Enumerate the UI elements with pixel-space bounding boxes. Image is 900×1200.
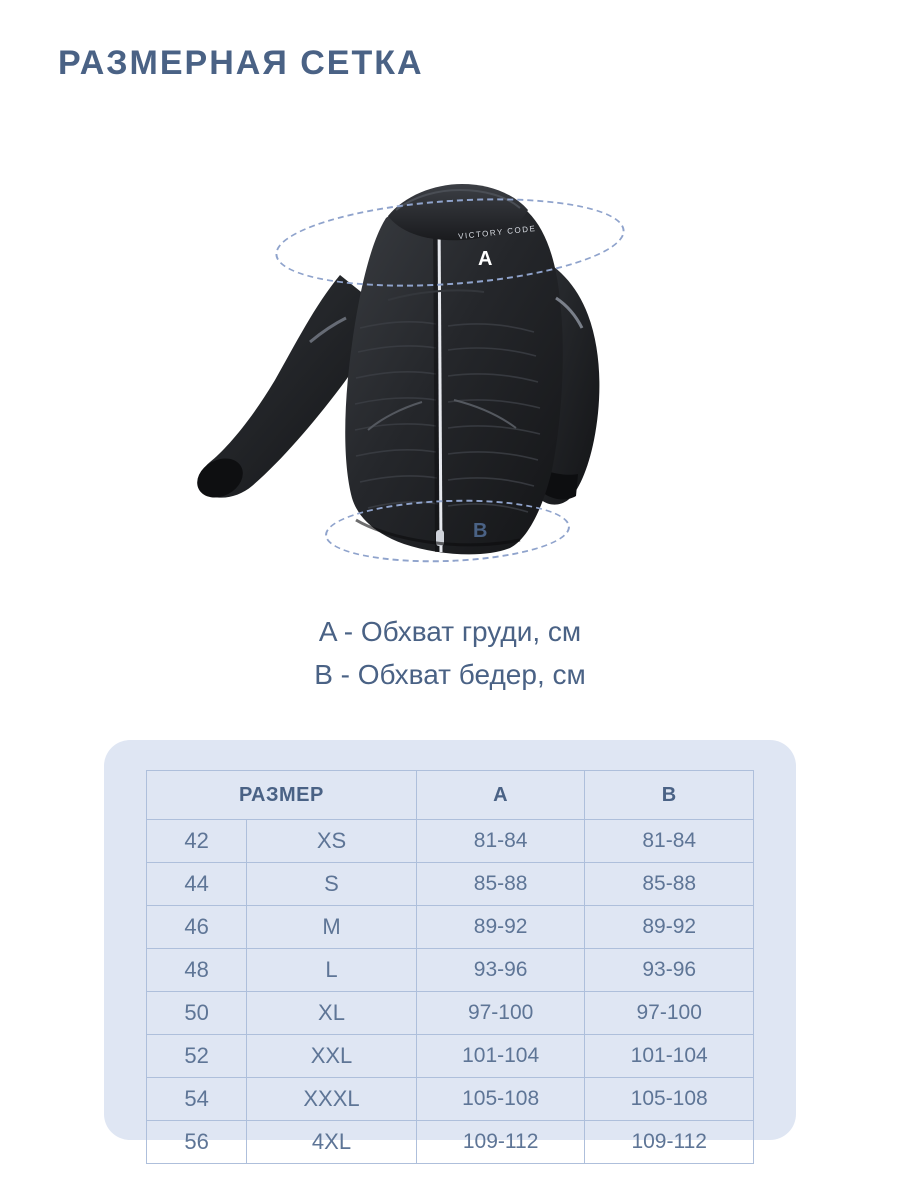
cell-size-lat: XXL [247, 1035, 417, 1078]
header-chest: A [416, 771, 585, 820]
jacket-graphic [190, 100, 710, 560]
table-row [147, 992, 754, 1035]
cell-chest: 97-100 [416, 992, 585, 1035]
legend-hips: B - Обхват бедер, см [314, 659, 586, 691]
table-body [147, 820, 754, 1164]
cell-chest: 85-88 [416, 863, 585, 906]
cell-size-lat: XL [247, 992, 417, 1035]
header-size: РАЗМЕР [147, 771, 417, 820]
cell-size-lat: M [247, 906, 417, 949]
cell-size-lat: 4XL [247, 1121, 417, 1164]
cell-hips: 93-96 [585, 949, 754, 992]
jacket-brand-text: VICTORY CODE [457, 223, 537, 242]
cell-size-num: 48 [147, 949, 247, 992]
page-title: РАЗМЕРНАЯ СЕТКА [58, 44, 424, 82]
cell-size-num: 50 [147, 992, 247, 1035]
cell-size-lat: L [247, 949, 417, 992]
cell-size-num: 44 [147, 863, 247, 906]
cell-hips: 81-84 [585, 820, 754, 863]
cell-hips: 101-104 [585, 1035, 754, 1078]
cell-chest: 89-92 [416, 906, 585, 949]
cell-size-num: 52 [147, 1035, 247, 1078]
cell-chest: 81-84 [416, 820, 585, 863]
cell-size-num: 56 [147, 1121, 247, 1164]
table-row [147, 1035, 754, 1078]
cell-chest: 109-112 [416, 1121, 585, 1164]
legend [0, 610, 900, 697]
cell-size-lat: XXXL [247, 1078, 417, 1121]
legend-chest: A - Обхват груди, см [318, 616, 582, 647]
cell-chest: 93-96 [416, 949, 585, 992]
hip-measure-label: B [473, 520, 488, 542]
table-row [147, 1121, 754, 1164]
table-row [147, 820, 754, 863]
chest-measure-label: A [478, 248, 493, 270]
header-hips: B [585, 771, 754, 820]
table-row [147, 863, 754, 906]
cell-hips: 97-100 [585, 992, 754, 1035]
cell-size-num: 54 [147, 1078, 247, 1121]
cell-hips: 105-108 [585, 1078, 754, 1121]
table-row [147, 906, 754, 949]
cell-hips: 89-92 [585, 906, 754, 949]
table-row [147, 1078, 754, 1121]
size-table [146, 770, 754, 1164]
cell-size-lat: S [247, 863, 417, 906]
cell-size-num: 46 [147, 906, 247, 949]
jacket-image [190, 100, 710, 560]
cell-hips: 109-112 [585, 1121, 754, 1164]
cell-size-lat: XS [247, 820, 417, 863]
jacket-illustration [0, 95, 900, 595]
table-row [147, 949, 754, 992]
table-header-row [147, 771, 754, 820]
cell-chest: 105-108 [416, 1078, 585, 1121]
cell-chest: 101-104 [416, 1035, 585, 1078]
cell-hips: 85-88 [585, 863, 754, 906]
cell-size-num: 42 [147, 820, 247, 863]
